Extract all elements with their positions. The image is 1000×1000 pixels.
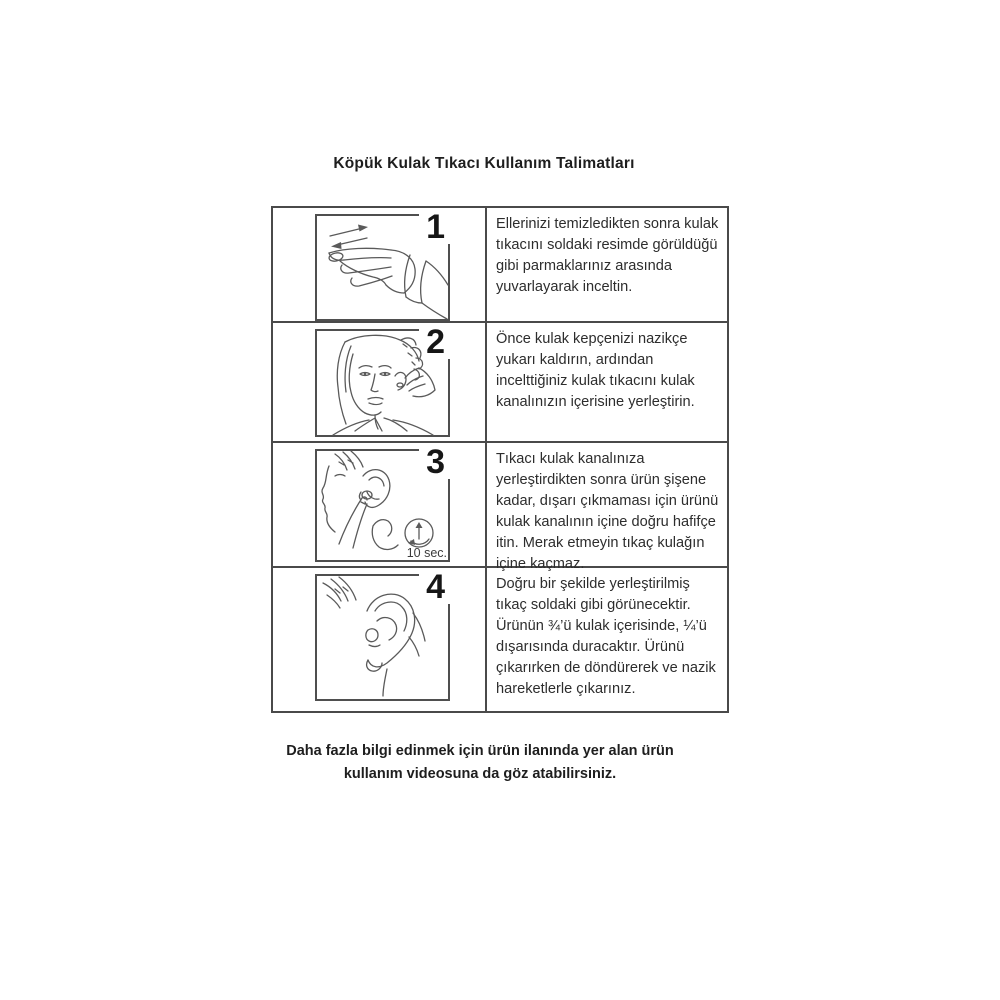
- hand-pulling-ear-shape: [335, 451, 363, 470]
- footer-note: [230, 740, 730, 786]
- step-number: 2: [426, 323, 445, 361]
- step-4-illustration-cell: [273, 568, 487, 711]
- step-row-4: [273, 566, 727, 711]
- step-2-illustration-box: [315, 323, 450, 437]
- step-2-illustration-cell: [273, 323, 487, 441]
- step-4-illustration-box: [315, 568, 450, 701]
- footer-note-line-1: Daha fazla bilgi edinmek için ürün ilanında yer alan ürün: [286, 743, 674, 759]
- step-1-illustration-cell: [273, 208, 487, 321]
- ear-shape: [363, 470, 390, 508]
- instructions-table: [271, 206, 729, 713]
- step-row-3: [273, 441, 727, 572]
- step-3-illustration-cell: [273, 443, 487, 566]
- step-row-1: [273, 208, 727, 321]
- step-number: 4: [426, 568, 445, 606]
- step-number: 3: [426, 443, 445, 481]
- footer-note-line-2: kullanım videosuna da göz atabilirsiniz.: [343, 766, 617, 782]
- timer-duration-label: 10 sec.: [406, 546, 447, 560]
- step-number: 1: [426, 208, 445, 246]
- earplug-shape: [397, 383, 403, 387]
- step-3-instruction-text: Tıkacı kulak kanalınıza yerleştirdikten sonra ürün şişene kadar, dışarı çıkmaması için ürünü kulak kanalının içine doğru hafifçe itin. Merak etmeyin tıkaç kulağın içine kaçmaz.: [496, 451, 719, 572]
- step-1-instruction-text: Ellerinizi temizledikten sonra kulak tıkacını soldaki resimde görüldüğü gibi parmaklarınız arasında yuvarlayarak inceltin.: [496, 216, 719, 295]
- page-title: Köpük Kulak Tıkacı Kullanım Talimatları: [333, 155, 635, 172]
- hand-shape: [405, 368, 425, 391]
- rolling-motion-arrows-icon: [330, 225, 368, 250]
- step-row-2: [273, 321, 727, 441]
- clock-timer-icon: [405, 519, 433, 547]
- face-profile-shape: [322, 466, 335, 532]
- step-2-instruction-text: Önce kulak kepçenizi nazikçe yukarı kaldırın, ardından incelttiğiniz kulak tıkacını kulak kanalınızın içerisine yerleştirin.: [496, 331, 695, 410]
- step-1-illustration-box: [315, 208, 450, 321]
- hair-strands-shape: [323, 577, 356, 608]
- step-3-illustration-box: [315, 443, 450, 562]
- earplug-shape: [366, 629, 378, 642]
- step-4-instruction-text: Doğru bir şekilde yerleştirilmiş tıkaç soldaki gibi görünecektir. Ürünün ¾’ü kulak içerisinde, ¼’ü dışarısında duracaktır. Ürünü çıkarırken de döndürerek ve nazik hareketlerle çıkarınız.: [496, 576, 716, 697]
- pushing-finger-shape: [339, 497, 367, 548]
